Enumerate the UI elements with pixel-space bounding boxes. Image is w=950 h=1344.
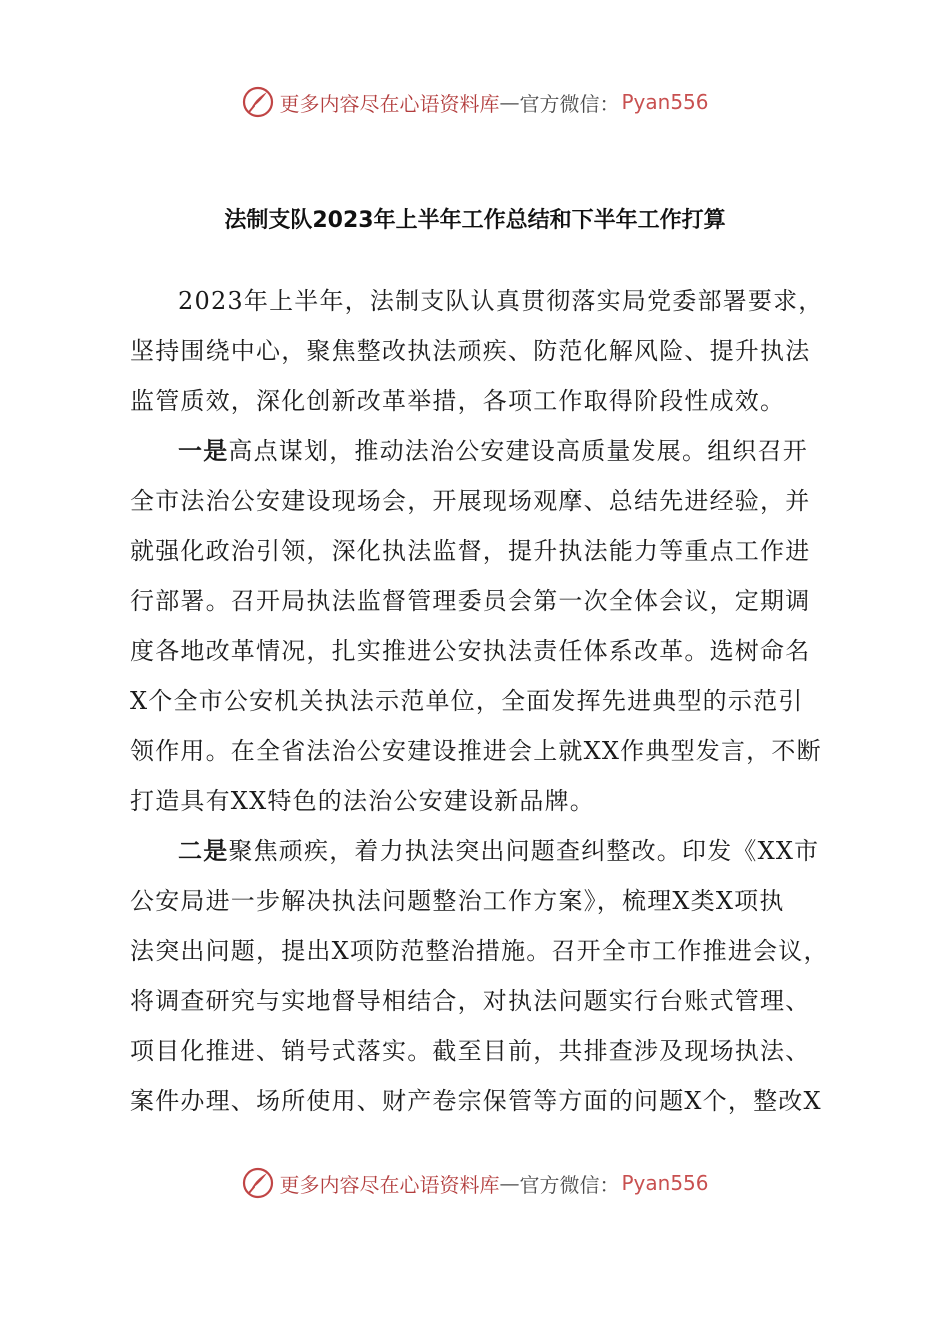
paragraph-point-one: [130, 426, 830, 826]
text-line: 领作用。在全省法治公安建设推进会上就XX作典型发言，不断: [130, 737, 822, 765]
watermark-banner-top: [0, 82, 950, 122]
text-line-with-lead: [130, 426, 830, 476]
paragraph-lead: 二是: [178, 836, 229, 865]
text-line: 将调查研究与实地督导相结合，对执法问题实行台账式管理、: [130, 987, 811, 1015]
watermark-banner-bottom: [0, 1163, 950, 1203]
paragraph-point-two: [130, 826, 830, 1126]
text-line: 就强化政治引领，深化执法监督，提升执法能力等重点工作进: [130, 537, 811, 565]
text-line: 度各地改革情况，扎实推进公安执法责任体系改革。选树命名: [130, 637, 811, 665]
paragraph-intro: [130, 276, 830, 426]
watermark-label: 官方微信：: [519, 1172, 620, 1197]
watermark-main-text: 更多内容尽在心语资料库: [279, 1172, 500, 1197]
watermark-main-text: 更多内容尽在心语资料库: [279, 91, 500, 116]
text-line: 监管质效，深化创新改革举措，各项工作取得阶段性成效。: [130, 387, 786, 415]
document-body: [130, 276, 830, 1126]
text-line: 案件办理、场所使用、财产卷宗保管等方面的问题X个，整改X: [130, 1087, 822, 1115]
watermark-wechat-id: Pyan556: [621, 1171, 709, 1195]
quill-pen-logo-icon: [241, 85, 275, 119]
text-line-with-lead: [130, 826, 830, 876]
quill-pen-logo-icon: [241, 1166, 275, 1200]
text-line: 聚焦顽疾，着力执法突出问题查纠整改。印发《XX市: [228, 837, 820, 865]
watermark-dash: —: [499, 1171, 520, 1195]
paragraph-lead: 一是: [178, 436, 229, 465]
text-line: 项目化推进、销号式落实。截至目前，共排查涉及现场执法、: [130, 1037, 811, 1065]
text-line: 法突出问题，提出X项防范整治措施。召开全市工作推进会议，: [130, 937, 829, 965]
text-line: 2023年上半年，法制支队认真贯彻落实局党委部署要求，: [178, 287, 824, 315]
text-line: 坚持围绕中心，聚焦整改执法顽疾、防范化解风险、提升执法: [130, 337, 811, 365]
text-line: 高点谋划，推动法治公安建设高质量发展。组织召开: [228, 437, 809, 465]
text-line: 行部署。召开局执法监督管理委员会第一次全体会议，定期调: [130, 587, 811, 615]
watermark-label: 官方微信：: [519, 91, 620, 116]
text-line: X个全市公安机关执法示范单位，全面发挥先进典型的示范引: [130, 687, 804, 715]
text-line: 公安局进一步解决执法问题整治工作方案》，梳理X类X项执: [130, 887, 785, 915]
watermark-wechat-id: Pyan556: [621, 90, 709, 114]
watermark-dash: —: [499, 90, 520, 114]
document-title: 法制支队2023年上半年工作总结和下半年工作打算: [224, 208, 726, 233]
text-line: 打造具有XX特色的法治公安建设新品牌。: [130, 787, 595, 815]
text-line: 全市法治公安建设现场会，开展现场观摩、总结先进经验，并: [130, 487, 811, 515]
